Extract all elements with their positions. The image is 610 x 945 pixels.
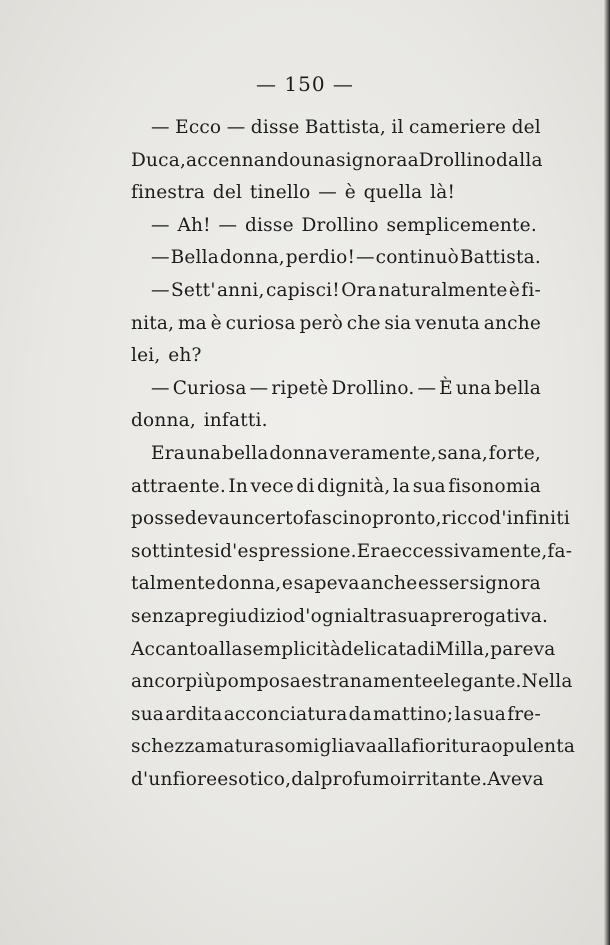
- text-line: sua ardita acconciatura da mattino; la sua fre-: [131, 703, 541, 725]
- text-line: schezza matura somigliava alla fioritura opulenta: [131, 736, 576, 758]
- text-line: d'un fiore esotico, dal profumo irritante. Aveva: [131, 768, 544, 790]
- text-line: — Bella donna, perdio! — continuò Battista.: [151, 247, 541, 269]
- page-edge-shadow: [604, 0, 610, 945]
- text-line: sottintesi d' espressione. Era eccessivamente, fa-: [131, 540, 573, 562]
- text-line: donna, infatti.: [131, 410, 268, 432]
- text-line: Era una bella donna veramente, sana, forte,: [151, 442, 541, 464]
- text-line: senza pregiudizio d' ogni altra sua prerogativa.: [131, 605, 549, 627]
- text-line: Accanto alla semplicità delicata di Milla, pareva: [131, 638, 556, 660]
- text-line: finestra del tinello — è quella là!: [131, 182, 456, 204]
- text-line: — Sett' anni, capisci! Ora naturalmente è fi-: [151, 279, 541, 301]
- text-line: possedeva un certo fascino pronto, ricco d'infiniti: [131, 508, 571, 530]
- text-line: talmente donna, e sapeva anche esser signora: [131, 573, 541, 595]
- text-line: attraente. In vece di dignità, la sua fisonomia: [131, 475, 541, 497]
- text-line: — Curiosa — ripetè Drollino. — È una bella: [151, 377, 541, 399]
- body-text: [131, 112, 576, 796]
- text-line: Duca, accennando una signora a Drollino dalla: [131, 149, 543, 171]
- text-line: lei, eh?: [131, 345, 202, 367]
- text-line: nita, ma è curiosa però che sia venuta anche: [131, 312, 541, 334]
- text-line: — Ecco — disse Battista, il cameriere del: [151, 117, 541, 138]
- text-line: ancor più pomposa e stranamente elegante. Nella: [131, 671, 573, 693]
- text-line: — Ah! — disse Drollino semplicemente.: [151, 214, 537, 236]
- page-number: — 150 —: [256, 72, 354, 96]
